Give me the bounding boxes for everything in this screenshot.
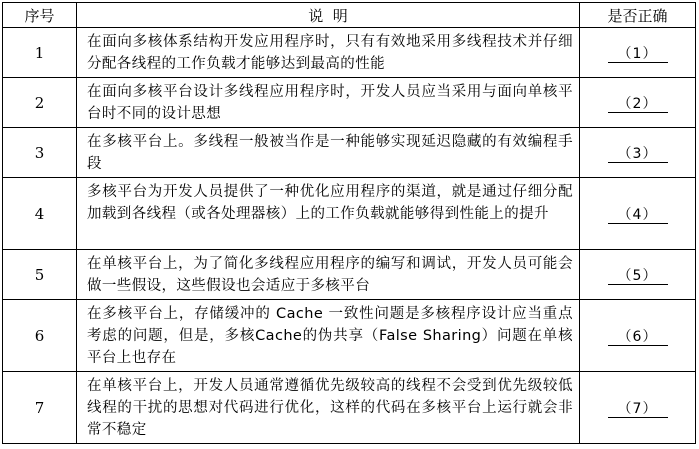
answer-cell xyxy=(580,250,696,300)
header-row xyxy=(3,3,696,28)
header-description: 说 明 xyxy=(77,3,580,28)
row-number: 4 xyxy=(3,178,77,250)
row-description: 在面向多核体系结构开发应用程序时，只有有效地采用多线程技术并仔细分配各线程的工作负载才能够达到最高的性能 xyxy=(77,28,580,78)
row-description: 在单核平台上，为了简化多线程应用程序的编写和调试，开发人员可能会做一些假设，这些假设也会适应于多核平台 xyxy=(77,250,580,300)
row-number: 1 xyxy=(3,28,77,78)
row-number: 5 xyxy=(3,250,77,300)
table-row xyxy=(3,78,696,128)
row-number: 6 xyxy=(3,300,77,372)
row-description: 在多核平台上。多线程一般被当作是一种能够实现延迟隐藏的有效编程手段 xyxy=(77,128,580,178)
table-row xyxy=(3,300,696,372)
answer-blank[interactable]: （7） xyxy=(608,401,668,418)
answer-cell xyxy=(580,28,696,78)
answer-blank[interactable]: （6） xyxy=(608,329,668,346)
row-number: 7 xyxy=(3,372,77,444)
table-row xyxy=(3,178,696,250)
row-description: 在单核平台上，开发人员通常遵循优先级较高的线程不会受到优先级较低线程的干扰的思想对代码进行优化，这样的代码在多核平台上运行就会非常不稳定 xyxy=(77,372,580,444)
row-description: 在多核平台上，存储缓冲的 Cache 一致性问题是多核程序设计应当重点考虑的问题，但是，多核Cache的伪共享（False Sharing）问题在单核平台上也存在 xyxy=(77,300,580,372)
row-number: 2 xyxy=(3,78,77,128)
header-answer: 是否正确 xyxy=(580,3,696,28)
table-row xyxy=(3,28,696,78)
header-no: 序号 xyxy=(3,3,77,28)
answer-blank[interactable]: （3） xyxy=(608,146,668,163)
answer-cell xyxy=(580,300,696,372)
answer-cell xyxy=(580,178,696,250)
table-row xyxy=(3,372,696,444)
answer-blank[interactable]: （5） xyxy=(608,268,668,285)
answer-cell xyxy=(580,372,696,444)
answer-blank[interactable]: （1） xyxy=(608,46,668,63)
row-description: 在面向多核平台设计多线程应用程序时，开发人员应当采用与面向单核平台时不同的设计思想 xyxy=(77,78,580,128)
question-table xyxy=(2,2,696,444)
table-row xyxy=(3,250,696,300)
answer-cell xyxy=(580,78,696,128)
answer-cell xyxy=(580,128,696,178)
answer-blank[interactable]: （2） xyxy=(608,96,668,113)
row-number: 3 xyxy=(3,128,77,178)
row-description: 多核平台为开发人员提供了一种优化应用程序的渠道，就是通过仔细分配加载到各线程（或各处理器核）上的工作负载就能够得到性能上的提升 xyxy=(77,178,580,250)
answer-blank[interactable]: （4） xyxy=(608,207,668,224)
table-row xyxy=(3,128,696,178)
